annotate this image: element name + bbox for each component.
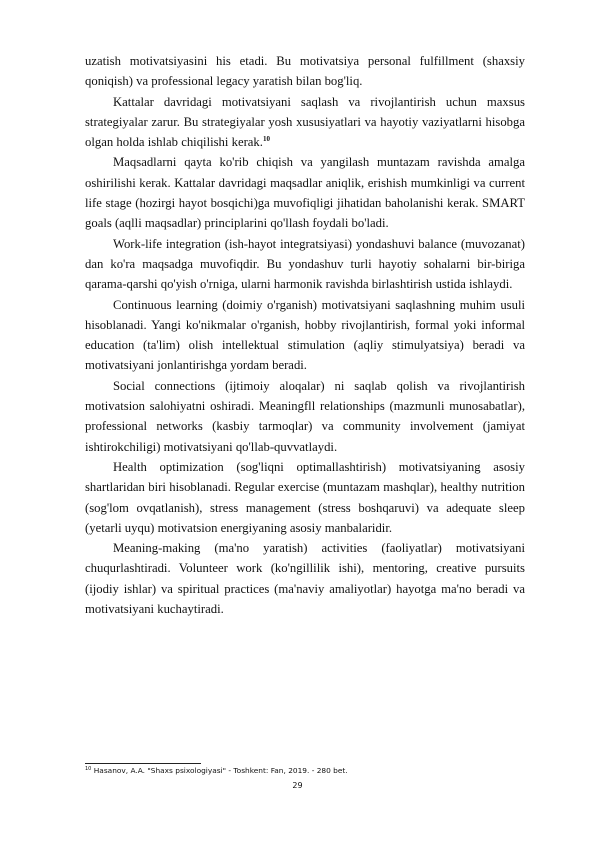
paragraph: Meaning-making (ma'no yaratish) activities (faoliyatlar) motivatsiyani chuqurlashtiradi. Volunteer work (ko'ngillilik ishi), mentoring, creative pursuits (ijodiy ishlar) va spiritual practices (ma'naviy amaliyotlar) hayotga ma'no beradi va motivatsiyani kuchaytiradi. [85,541,525,617]
footnote-text: Hasanov, A.A. "Shaxs psixologiyasi" - Toshkent: Fan, 2019. - 280 bet. [93,766,348,775]
paragraph: Continuous learning (doimiy o'rganish) motivatsiyani saqlashning muhim usuli hisoblanadi. Yangi ko'nikmalar o'rganish, hobby rivojlantirish, formal yoki informal education (ta'lim) olish intellektual stimulation (aqliy stimulyatsiya) beradi va motivatsiyani jonlantirishga yordam beradi. [85,297,525,373]
page-body [85,51,525,619]
paragraph: Maqsadlarni qayta ko'rib chiqish va yangilash muntazam ravishda amalga oshirilishi kerak. Kattalar davridagi maqsadlar aniqlik, erishish mumkinligi va current life stage (hozirgi hayot bosqichi)ga muvofiqligi jihatidan baholanishi kerak. SMART goals (aqlli maqsadlar) principlarini qo'llash foydali bo'ladi. [85,155,525,231]
page-number: 29 [292,781,303,790]
footnote-reference[interactable]: 10 [262,135,270,144]
footnote-number: 10 [85,766,92,772]
paragraph: Health optimization (sog'liqni optimallashtirish) motivatsiyaning asosiy shartlaridan biri hisoblanadi. Regular exercise (muntazam mashqlar), healthy nutrition (sog'lom ovqatlanish), stress management (stress boshqaruvi) va adequate sleep (yetarli uyqu) motivatsion energiyaning asosiy manbalaridir. [85,459,525,535]
footnote [85,766,525,775]
paragraph: Work-life integration (ish-hayot integratsiyasi) yondashuvi balance (muvozanat) dan ko'ra maqsadga muvofiqdir. Bu yondashuv turli hayotiy sohalarni bir-biriga qarama-qarshi qo'yish o'rniga, ularni harmonik ravishda birlashtirish ustida ishlaydi. [85,236,525,292]
paragraph: uzatish motivatsiyasini his etadi. Bu motivatsiya personal fulfillment (shaxsiy qoniqish) va professional legacy yaratish bilan bog'liq. [85,54,525,89]
paragraph: Social connections (ijtimoiy aloqalar) ni saqlab qolish va rivojlantirish motivatsion salohiyatni oshiradi. Meaningfll relationships (mazmunli munosabatlar), professional networks (kasbiy tarmoqlar) va community involvement (jamiyat ishtirokchiligi) motivatsiyani qo'llab-quvvatlaydi. [85,378,525,454]
paragraph: Kattalar davridagi motivatsiyani saqlash va rivojlantirish uchun maxsus strategiyalar zarur. Bu strategiyalar yosh xususiyatlari va hayotiy vaziyatlarni hisobga olgan holda ishlab chiqilishi kerak.$^{10}$ [85,94,525,150]
footnote-divider [85,763,201,764]
